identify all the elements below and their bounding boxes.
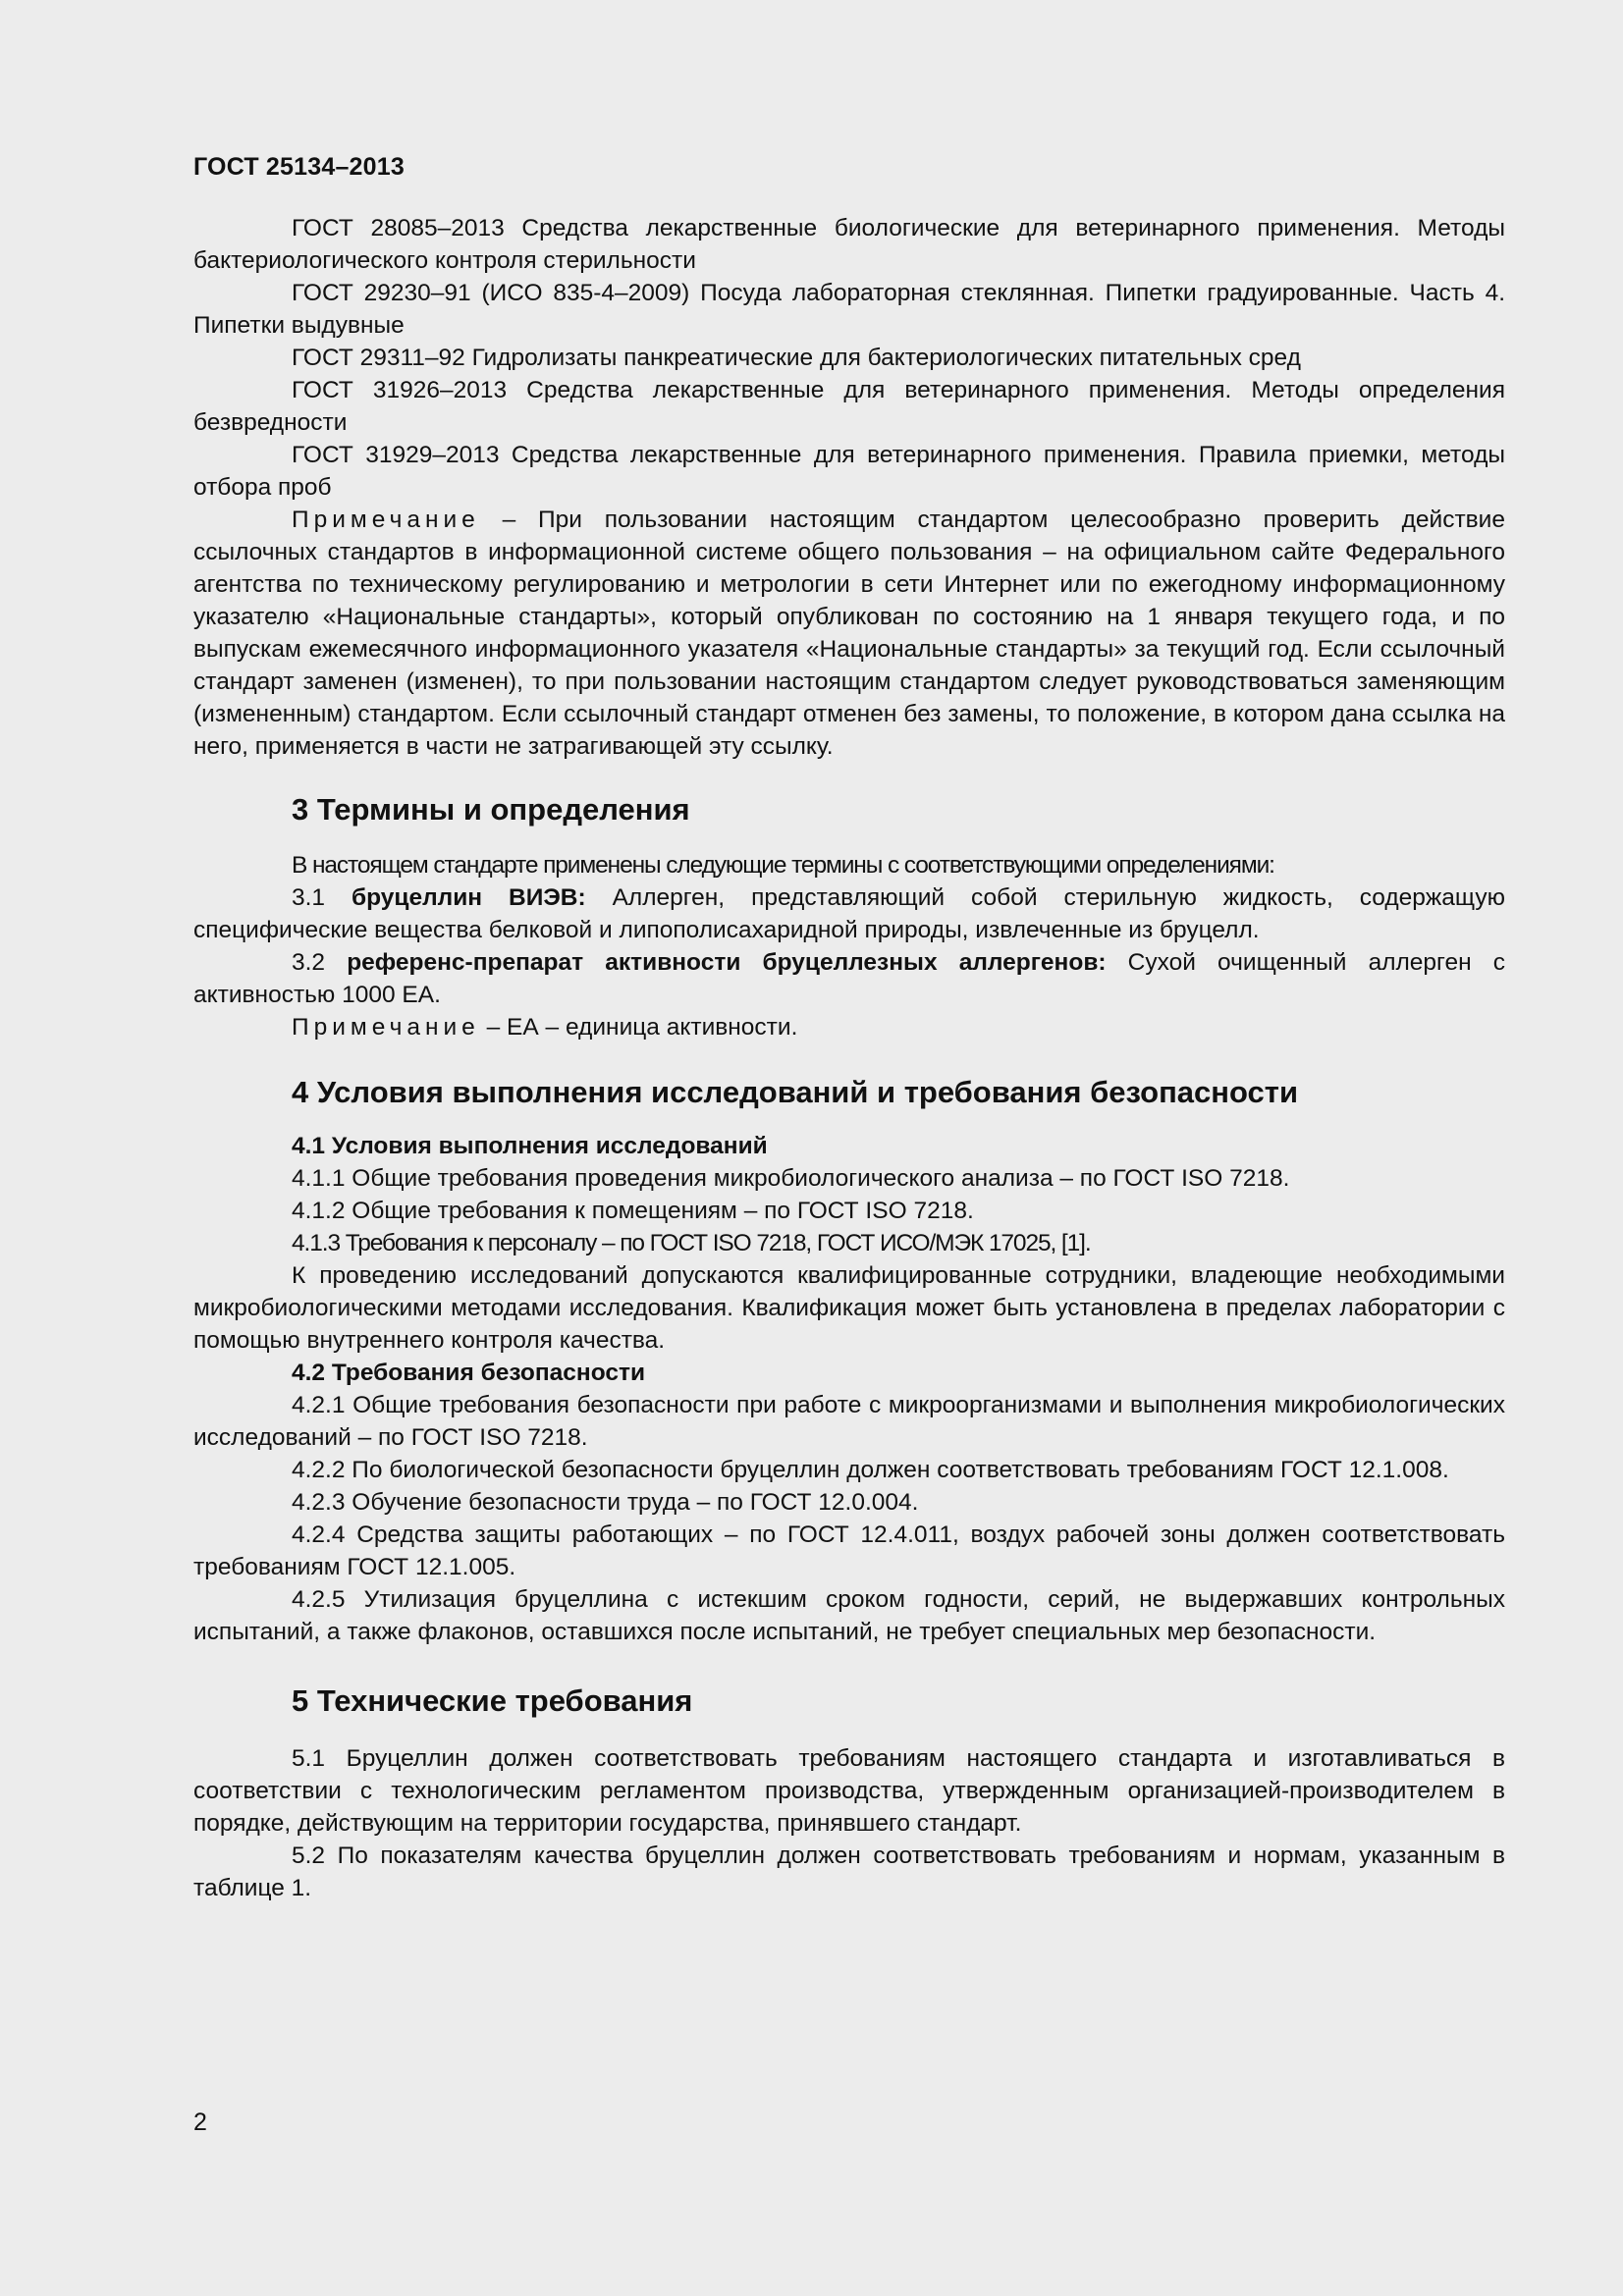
term-number: 3.2 <box>292 949 348 976</box>
terms-intro: В настоящем стандарте применены следующие термины с соответствующими определениями: <box>292 852 1274 879</box>
clause-5-1: 5.1 Бруцеллин должен соответствовать требованиям настоящего стандарта и изготавливаться в соответствии с технологическим регламентом производства, утвержденным организацией-производителем в порядке, действующим на территории государства, принявшего стандарт. <box>193 1745 1505 1837</box>
subsection-4-1-title: 4.1 Условия выполнения исследований <box>292 1133 768 1159</box>
clause-4-1-3-details: К проведению исследований допускаются квалифицированные сотрудники, владеющие необходимыми микробиологическими методами исследования. Квалификация может быть установлена в пределах лаборатории с помощью внутреннего контроля качества. <box>193 1262 1505 1354</box>
clause-4-2-5: 4.2.5 Утилизация бруцеллина с истекшим сроком годности, серий, не выдержавших контрольных испытаний, а также флаконов, оставшихся после испытаний, не требует специальных мер безопасности. <box>193 1586 1505 1645</box>
terms-note <box>193 1011 1505 1043</box>
subsection-4-2-title: 4.2 Требования безопасности <box>292 1360 646 1386</box>
note-text: – При пользовании настоящим стандартом целесообразно проверить действие ссылочных стандартов в информационной системе общего пользования – на официальном сайте Федерального агентства по техническому регулированию и метрологии в сети Интернет или по ежегодному информационному указателю «Национальные стандарты», который опубликован по состоянию на 1 января текущего года, и по выпускам ежемесячного информационного указателя «Национальные стандарты» за текущий год. Если ссылочный стандарт заменен (изменен), то при пользовании настоящим стандартом следует руководствоваться заменяющим (измененным) стандартом. Если ссылочный стандарт отменен без замены, то положение, в котором дана ссылка на него, применяется в части не затрагивающей эту ссылку. <box>193 507 1505 760</box>
clause-4-1-1: 4.1.1 Общие требования проведения микробиологического анализа – по ГОСТ ISO 7218. <box>292 1165 1290 1192</box>
note-label: Примечание <box>292 1014 480 1041</box>
document-header: ГОСТ 25134–2013 <box>193 153 405 181</box>
reference-gost-31929: ГОСТ 31929–2013 Средства лекарственные для ветеринарного применения. Правила приемки, методы отбора проб <box>193 442 1505 501</box>
reference-gost-29230: ГОСТ 29230–91 (ИСО 835-4–2009) Посуда лабораторная стеклянная. Пипетки градуированные. Часть 4. Пипетки выдувные <box>193 280 1505 339</box>
page-number: 2 <box>193 2109 207 2136</box>
term-number: 3.1 <box>292 884 352 911</box>
term-name: референс-препарат активности бруцеллезных аллергенов: <box>347 949 1107 976</box>
section-4-title: 4 Условия выполнения исследований и требования безопасности <box>292 1075 1299 1109</box>
note-text: – ЕА – единица активности. <box>479 1014 798 1041</box>
note-label: Примечание <box>292 507 480 533</box>
clause-4-2-2: 4.2.2 По биологической безопасности бруцеллин должен соответствовать требованиям ГОСТ 12.1.008. <box>292 1457 1449 1483</box>
term-3-2 <box>193 946 1505 1011</box>
section-5-title: 5 Технические требования <box>292 1683 693 1718</box>
term-name: бруцеллин ВИЭВ: <box>352 884 586 911</box>
references-note <box>193 504 1505 763</box>
reference-gost-29311: ГОСТ 29311–92 Гидролизаты панкреатические для бактериологических питательных сред <box>292 345 1301 371</box>
clause-4-1-2: 4.1.2 Общие требования к помещениям – по ГОСТ ISO 7218. <box>292 1198 974 1224</box>
term-definition: Сухой очищенный аллерген с активностью 1000 ЕА. <box>193 949 1505 1008</box>
clause-4-2-4: 4.2.4 Средства защиты работающих – по ГОСТ 12.4.011, воздух рабочей зоны должен соответствовать требованиям ГОСТ 12.1.005. <box>193 1522 1505 1580</box>
term-definition: Аллерген, представляющий собой стерильную жидкость, содержащую специфические вещества белковой и липополисахаридной природы, извлеченные из бруцелл. <box>193 884 1505 943</box>
clause-4-2-3: 4.2.3 Обучение безопасности труда – по ГОСТ 12.0.004. <box>292 1489 919 1516</box>
section-3-title: 3 Термины и определения <box>292 792 690 827</box>
reference-gost-28085: ГОСТ 28085–2013 Средства лекарственные биологические для ветеринарного применения. Методы бактериологического контроля стерильности <box>193 215 1505 274</box>
clause-4-1-3: 4.1.3 Требования к персоналу – по ГОСТ ISO 7218, ГОСТ ИСО/МЭК 17025, [1]. <box>292 1230 1091 1256</box>
document-body <box>193 212 1505 1904</box>
reference-gost-31926: ГОСТ 31926–2013 Средства лекарственные для ветеринарного применения. Методы определения безвредности <box>193 377 1505 436</box>
term-3-1 <box>193 881 1505 946</box>
clause-5-2: 5.2 По показателям качества бруцеллин должен соответствовать требованиям и нормам, указанным в таблице 1. <box>193 1842 1505 1901</box>
clause-4-2-1: 4.2.1 Общие требования безопасности при работе с микроорганизмами и выполнения микробиологических исследований – по ГОСТ ISO 7218. <box>193 1392 1505 1451</box>
